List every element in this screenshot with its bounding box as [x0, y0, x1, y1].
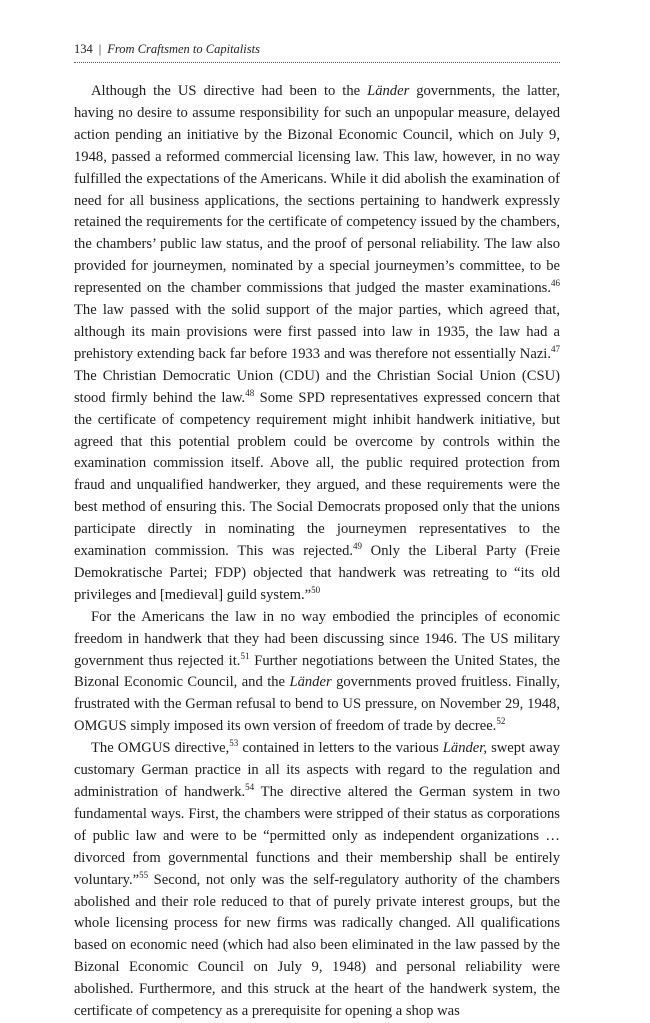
footnote-marker: 49 — [353, 541, 363, 552]
italic-term: Länder, — [442, 740, 487, 757]
text-run: For the Americans the law in no way embodied the principles of economic freedom in handwerk that they had been discussing since 1946. The US military government thus rejected it. — [74, 608, 560, 669]
text-run: governments proved fruitless. Finally, frustrated with the German refusal to bend to US pressure, on November 29, 1948, OMGUS simply imposed its own version of freedom of trade by decree. — [74, 674, 560, 735]
italic-term: Länder — [289, 674, 332, 691]
header-separator: | — [98, 42, 102, 56]
paragraph-1 — [74, 81, 560, 607]
text-run: Although the US directive had been to the — [91, 83, 368, 99]
text-run: Only the Liberal Party (Freie Demokratische Partei; FDP) objected that handwerk was retreating to “its old privileges and [medieval] guild system.” — [74, 543, 560, 603]
text-run: governments, the latter, having no desire to assume responsibility for such an unpopular measure, delayed action pending an initiative by the Bizonal Economic Council, which on July 9, 1948, passed a reformed commercial licensing law. This law, however, in no way fulfilled the expectations of the Americans. While it did abolish the examination of need for all business applications, the sections pertaining to handwerk expressly retained the requirements for the certificate of competency issued by the chambers, the chambers’ public law status, and the proof of personal reliability. The law also provided for journeymen, nominated by a special journeymen’s committee, to be represented on the chamber commissions that judged the master examinations. — [74, 83, 561, 297]
text-run: Further negotiations between the United States, the Bizonal Economic Council, and the — [74, 652, 560, 691]
footnote-marker: 53 — [229, 738, 239, 749]
italic-term: Länder — [367, 83, 410, 99]
text-run: The law passed with the solid support of the major parties, which agreed that, although its main provisions were first passed into law in 1935, the law had a prehistory extending back far before 1933 and was therefore not essentially Nazi. — [74, 302, 560, 362]
footnote-marker: 55 — [139, 869, 149, 880]
footnote-marker: 52 — [496, 716, 506, 727]
book-title: From Craftsmen to Capitalists — [107, 42, 260, 56]
text-run: swept away customary German practice in all its aspects with regard to the regulation and administration of handwerk. — [74, 740, 560, 800]
text-run: Second, not only was the self-regulatory authority of the chambers abolished and their role reduced to that of purely private interest groups, but the whole licensing process for new firms was radically changed. All qualifications based on economic need (which had also been eliminated in the law passed by the Bizonal Economic Council on July 9, 1948) and personal reliability were abolished. Furthermore, and this struck at the heart of the handwerk system, the certificate of competency as a prerequisite for opening a shop was — [74, 871, 560, 1020]
text-run: The OMGUS directive, — [91, 740, 230, 757]
text-run: contained in letters to the various — [238, 740, 443, 757]
footnote-marker: 50 — [311, 584, 321, 595]
footnote-marker: 51 — [240, 650, 250, 661]
header-rule — [74, 62, 560, 63]
footnote-marker: 48 — [245, 387, 255, 398]
footnote-marker: 46 — [551, 278, 560, 289]
paragraph-3 — [74, 738, 560, 1023]
running-head — [74, 34, 560, 64]
page-number: 134 — [74, 42, 93, 56]
body-text — [74, 81, 560, 1023]
paragraph-2 — [74, 607, 560, 738]
text-run: The Christian Democratic Union (CDU) and the Christian Social Union (CSU) stood firmly behind the law. — [74, 367, 560, 406]
footnote-marker: 54 — [245, 782, 255, 793]
text-run: Some SPD representatives expressed concern that the certificate of competency requirement might inhibit handwerk initiative, but agreed that this potential problem could be overcome by controls within the examination commission itself. Above all, the public required protection from fraud and unqualified handwerker, they argued, and these requirements were the best method of ensuring this. The Social Democrats proposed only that the unions participate directly in nominating the journeymen representatives to the examination commission. This was rejected. — [74, 389, 560, 560]
text-run: The directive altered the German system in two fundamental ways. First, the chambers were stripped of their status as corporations of public law and were to be “permitted only as independent organizations … divorced from governmental functions and their membership shall be entirely voluntary.” — [74, 784, 560, 888]
footnote-marker: 47 — [551, 344, 560, 355]
